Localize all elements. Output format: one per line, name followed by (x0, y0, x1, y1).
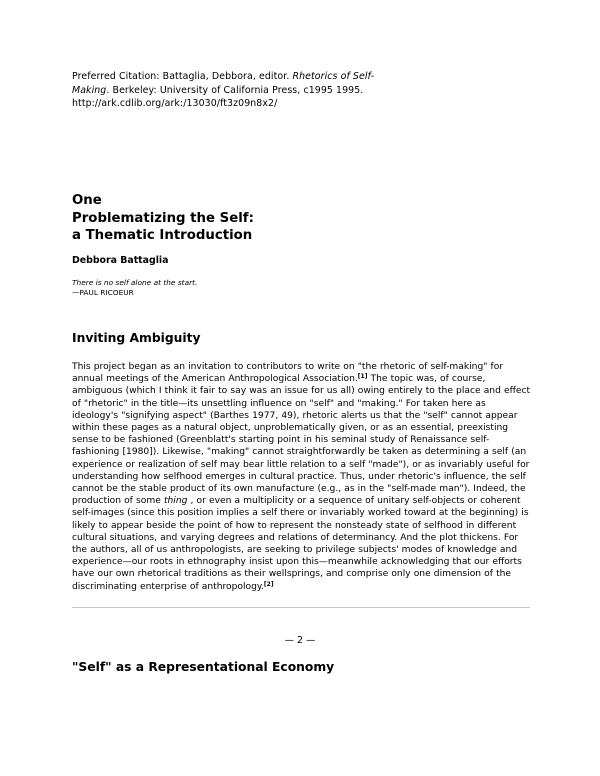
emphasized-word: thing (163, 496, 188, 507)
body-paragraph (72, 361, 532, 593)
epigraph-attribution: —PAUL RICOEUR (72, 288, 134, 297)
chapter-title-line-1: Problematizing the Self: (72, 210, 254, 226)
footnote-link-1[interactable]: [1] (357, 373, 368, 381)
section-heading-representational-economy: "Self" as a Representational Economy (72, 660, 335, 674)
epigraph-quote: There is no self alone at the start. (72, 278, 198, 287)
citation-url[interactable]: http://ark.cdlib.org/ark:/13030/ft3z09n8x2/ (72, 98, 278, 109)
citation-book-title: Rhetorics of Self-Making (72, 71, 375, 96)
citation-publisher: . Berkeley: University of California Press, c1995 1995. (106, 84, 364, 96)
chapter-author: Debbora Battaglia (72, 255, 169, 266)
paragraph-text-part-1: This project began as an invitation to contributors to write on "the rhetoric of self-making" for annual meetings of the American Anthropological Association. (72, 362, 504, 385)
chapter-number: One (72, 193, 102, 208)
paragraph-text-part-2: The topic was, of course, ambiguous (which I think it fair to say was an issue for us all) owing entirely to the place and effect of "rhetoric" in the title—its unsettling influence on "self" and "making." For taken here as ideology's "signifying aspect" (Barthes 1977, 49), rhetoric alerts us that the "self" cannot appear within these pages as a natural object, unproblematically given, or as an essential, preexisting sense to be fashioned (Greenblatt's starting point in his seminal study of Renaissance self-fashioning [1980]). Likewise, "making" cannot straightforwardly be taken as determining a self (an experience or realization of self may bear little relation to a self "made"), or as invariably useful for understanding how selfhood emerges in cultural practice. Thus, under rhetoric's influence, the self cannot be the stable product of its own manufacture (e.g., as in the "self-made man"). Indeed, the production of some (72, 374, 531, 507)
chapter-title (72, 192, 472, 245)
chapter-title-line-2: a Thematic Introduction (72, 228, 253, 243)
paragraph-text-part-3: , or even a multiplicity or a sequence of unitary self-objects or coherent self-images (since this position implies a self there or invariably worked toward at the beginning) is likely to appear beside the point of how to represent the nonsteady state of selfhood in different cultural situations, and varying degrees and relations of determinancy. And the plot thickens. For the authors, all of us anthropologists, are seeking to privilege subjects' modes of knowledge and experience—our roots in ethnography insist upon this—meanwhile acknowledging that our efforts have our own rhetorical traditions as their wellsprings, and comprise only one dimension of the discriminating enterprise of anthropology. (72, 496, 529, 592)
section-heading-inviting-ambiguity: Inviting Ambiguity (72, 331, 201, 345)
epigraph (72, 278, 197, 298)
preferred-citation (72, 70, 402, 111)
page-number: — 2 — (284, 635, 316, 646)
footnote-link-2[interactable]: [2] (263, 580, 274, 588)
page-divider (72, 607, 530, 608)
citation-prefix: Preferred Citation: Battaglia, Debbora, editor. (72, 71, 293, 82)
